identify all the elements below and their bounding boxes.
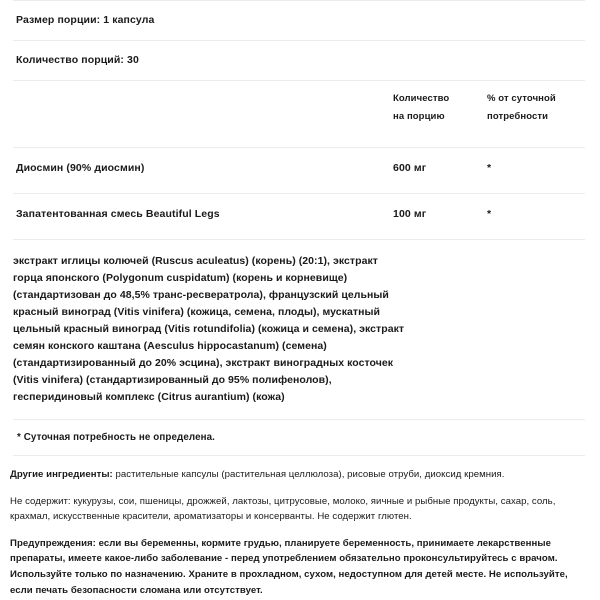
table-row bbox=[0, 148, 600, 193]
other-ingredients-label: Другие ингредиенты: bbox=[10, 469, 113, 481]
warnings-block: Предупреждения: если вы беременны, кормите грудью, планируете беременность, принимаете лекарственные препараты, имеете какое-либо заболевание - перед употреблением обязательно проконсультируйтесь с врачом. Используйте только по назначению. Храните в прохладном, сухом, недоступном для детей месте. Не используйте, если печать безопасности сломана или отсутствует. bbox=[10, 537, 568, 596]
column-header-dv-line2: потребности bbox=[487, 111, 549, 123]
nutrient-name: Запатентованная смесь Beautiful Legs bbox=[16, 208, 220, 221]
nutrient-amount: 100 мг bbox=[393, 208, 427, 221]
table-row bbox=[0, 194, 600, 239]
other-ingredients-block bbox=[0, 456, 600, 483]
column-header-amount-line1: Количество bbox=[393, 93, 450, 105]
column-header-amount-per-serving bbox=[393, 90, 478, 126]
daily-value-footnote: * Суточная потребность не определена. bbox=[17, 432, 215, 444]
blend-ingredients-text: экстракт иглицы колючей (Ruscus aculeatus) (корень) (20:1), экстракт горца японского (Polygonum cuspidatum) (корень и корневище) (стандартизован до 48,5% транс-ресвератрола), французский цельный красный виноград (Vitis vinifera) (кожица, семена, плоды), мускатный цельный красный виноград (Vitis rotundifolia) (кожица и семена), экстракт семян конского каштана (Aesculus hippocastanum) (семена) (стандартизированный до 20% эсцина), экстракт виноградных косточек (Vitis vinifera) (стандартизированный до 95% полифенолов), гесперидиновый комплекс (Citrus aurantium) (кожа) bbox=[13, 255, 405, 404]
column-header-daily-value bbox=[487, 90, 587, 126]
column-header-dv-line1: % от суточной bbox=[487, 93, 556, 105]
free-from-block: Не содержит: кукурузы, сои, пшеницы, дрожжей, лактозы, цитрусовые, молоко, яичные и рыбные продукты, сахар, соль, крахмал, искусственные красители, ароматизаторы и консерванты. Не содержит глютен. bbox=[10, 495, 556, 523]
servings-per-container-row: Количество порций: 30 bbox=[16, 54, 139, 67]
nutrient-name: Диосмин (90% диосмин) bbox=[16, 162, 145, 175]
nutrient-amount: 600 мг bbox=[393, 162, 427, 175]
supplement-table-header bbox=[0, 81, 600, 147]
other-ingredients-text: растительные капсулы (растительная целлюлоза), рисовые отруби, диоксид кремния. bbox=[112, 469, 505, 481]
serving-size-row: Размер порции: 1 капсула bbox=[16, 14, 155, 26]
nutrient-daily-value: * bbox=[487, 208, 492, 221]
column-header-amount-line2: на порцию bbox=[393, 111, 445, 123]
nutrient-daily-value: * bbox=[487, 162, 492, 175]
